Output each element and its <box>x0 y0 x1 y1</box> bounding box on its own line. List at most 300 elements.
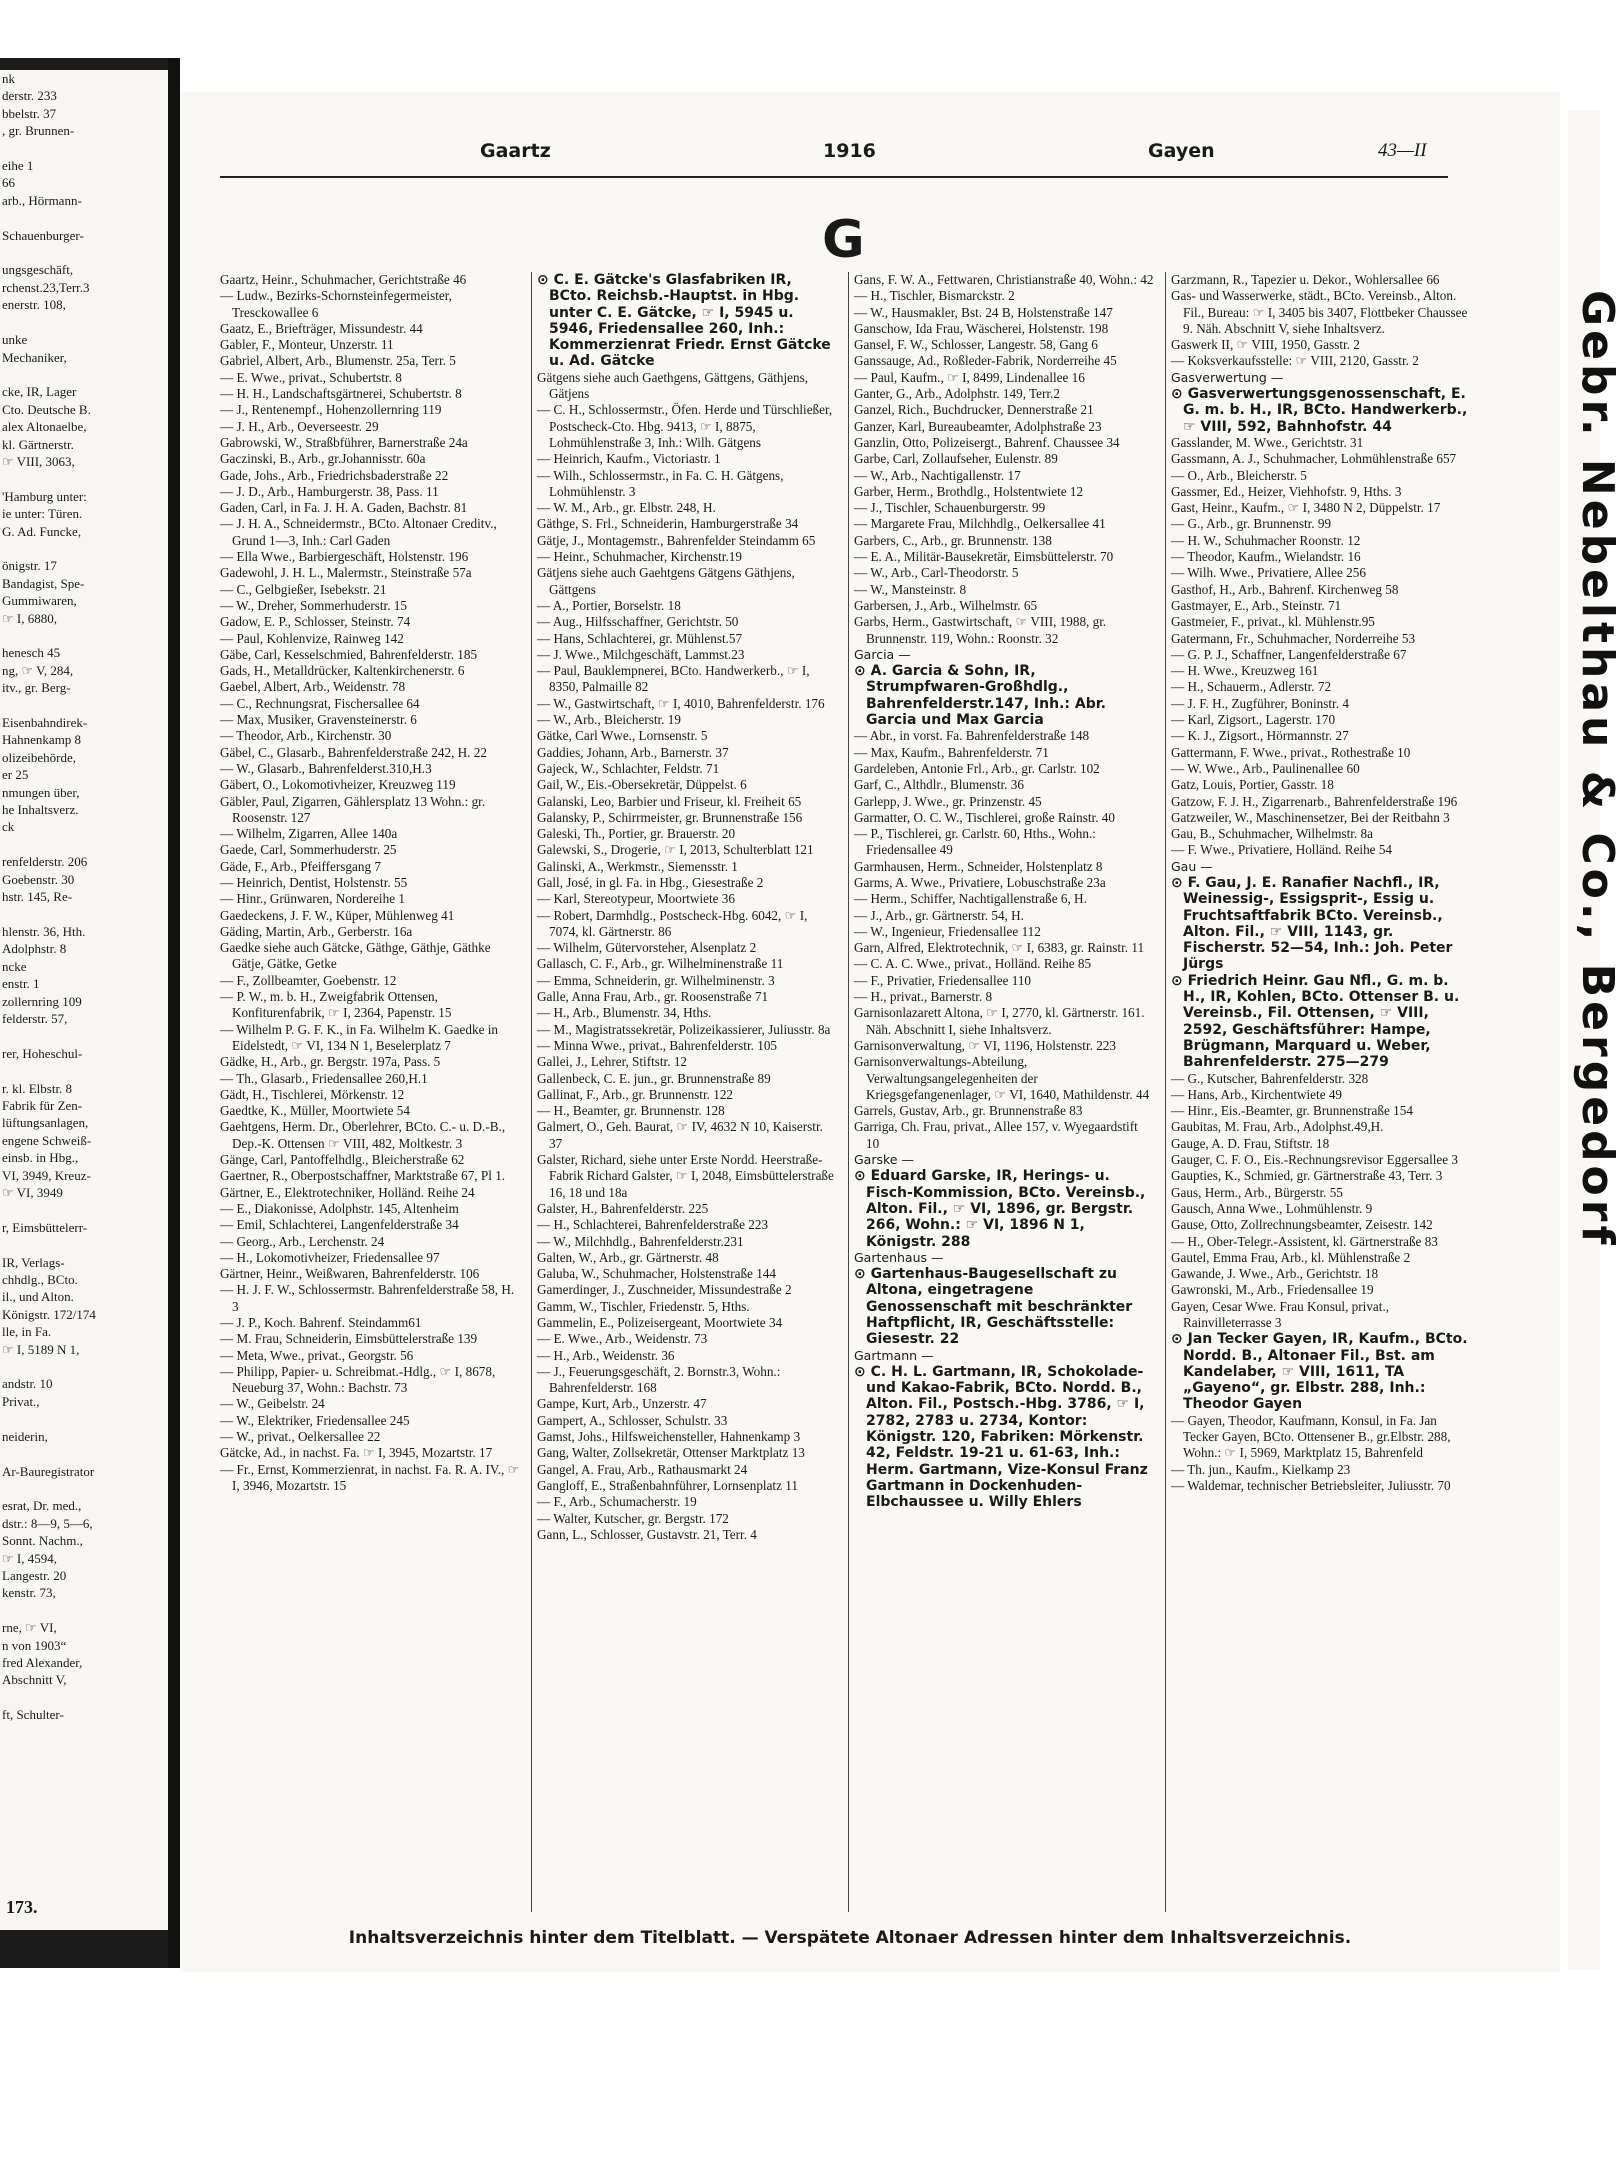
directory-entry: — H., Schlachterei, Bahrenfelderstraße 223 <box>537 1217 769 1233</box>
directory-entry: — Paul, Kohlenvize, Rainweg 142 <box>220 630 404 646</box>
firm-group-heading: Gau — <box>1171 858 1213 874</box>
facing-page-line: dstr.: 8—9, 5—6, <box>2 1515 93 1531</box>
directory-entry: — J., Rentenempf., Hohenzollernring 119 <box>220 402 442 418</box>
firm-advertisement-entry: ⊙ C. E. Gätcke's Glasfabriken IR, BCto. Reichsb.-Hauptst. in Hbg. unter C. E. Gätcke, ☞ I, 5945 u. 5946, Friedensallee 260, Inh.: Kommerzienrat Friedr. Ernst Gätcke u. Ad. Gätcke <box>537 272 831 370</box>
facing-page-line: Goebenstr. 30 <box>2 871 75 887</box>
directory-entry: Gans, F. W. A., Fettwaren, Christianstraße 40, Wohn.: 42 <box>854 272 1154 287</box>
header-last-name: Gayen <box>1148 140 1215 162</box>
directory-entry: — J. P., Koch. Bahrenf. Steindamm61 <box>220 1315 422 1330</box>
facing-page-line: zollernring 109 <box>2 993 82 1009</box>
directory-entry: Gastmayer, E., Arb., Steinstr. 71 <box>1171 597 1342 613</box>
facing-page-line <box>0 366 168 383</box>
directory-entry: Garf, C., Althdlr., Blumenstr. 36 <box>854 777 1024 793</box>
directory-entry: — Aug., Hilfsschaffner, Gerichtstr. 50 <box>537 614 739 630</box>
directory-entry: Gabler, F., Monteur, Unzerstr. 11 <box>220 337 394 353</box>
directory-entry: — W., Geibelstr. 24 <box>220 1396 325 1412</box>
directory-entry: Gamm, W., Tischler, Friedenstr. 5, Hths. <box>537 1298 750 1314</box>
facing-page-line: Cto. Deutsche B. <box>2 401 91 417</box>
directory-entry: Garnisonlazarett Altona, ☞ I, 2770, kl. Gärtnerstr. 161. Näh. Abschnitt I, siehe Inhaltsverz. <box>854 1005 1145 1037</box>
directory-entry: Gamerdinger, J., Zuschneider, Missundestraße 2 <box>537 1282 792 1298</box>
directory-entry: — Heinr., Schuhmacher, Kirchenstr.19 <box>537 549 742 565</box>
firm-advertisement-entry: ⊙ Gasverwertungsgenossenschaft, E. G. m. b. H., IR, BCto. Handwerkerb., ☞ VIII, 592, Bahnhofstr. 44 <box>1171 386 1468 435</box>
directory-entry: Garn, Alfred, Elektrotechnik, ☞ I, 6383, gr. Rainstr. 11 <box>854 940 1145 956</box>
directory-entry: Gädt, H., Tischlerei, Mörkenstr. 12 <box>220 1086 405 1102</box>
directory-entry: Gärtner, E., Elektrotechniker, Holländ. Reihe 24 <box>220 1184 475 1200</box>
facing-page-line: olizeibehörde, <box>2 749 76 765</box>
firm-group-heading: Gartmann — <box>854 1347 934 1363</box>
facing-page-line: hlenstr. 36, Hth. <box>2 923 86 939</box>
directory-entry: — Walter, Kutscher, gr. Bergstr. 172 <box>537 1510 729 1526</box>
directory-entry: — C., Gelbgießer, Isebekstr. 21 <box>220 581 387 597</box>
directory-entry: Garbe, Carl, Zollaufseher, Eulenstr. 89 <box>854 451 1058 467</box>
directory-entry: — J., Feuerungsgeschäft, 2. Bornstr.3, Wohn.: Bahrenfelderstr. 168 <box>537 1363 781 1396</box>
facing-page-line: nk <box>2 71 15 86</box>
directory-entry: — W., Arb., Nachtigallenstr. 17 <box>854 467 1021 483</box>
firm-advertisement-entry: ⊙ A. Garcia & Sohn, IR, Strumpfwaren-Großhdlg., Bahrenfelderstr.147, Inh.: Abr. Garcia und Max Garcia <box>854 663 1106 729</box>
facing-page-line: ie unter: Türen. <box>2 506 83 522</box>
top-margin <box>0 0 1600 58</box>
directory-entry: — J. Wwe., Milchgeschäft, Lammst.23 <box>537 646 745 662</box>
directory-entry: Gast, Heinr., Kaufm., ☞ I, 3480 N 2, Düppelstr. 17 <box>1171 500 1441 516</box>
directory-entry: Garbers, C., Arb., gr. Brunnenstr. 138 <box>854 532 1052 548</box>
directory-entry: Gaatz, E., Briefträger, Missundestr. 44 <box>220 320 423 336</box>
right-edge-advertisement <box>1568 110 1623 1970</box>
facing-page-line <box>0 314 168 331</box>
facing-page-line: neiderin, <box>2 1428 48 1444</box>
directory-entry: Galle, Anna Frau, Arb., gr. Roosenstraße 71 <box>537 989 769 1005</box>
directory-entry: — J. D., Arb., Hamburgerstr. 38, Pass. 11 <box>220 483 439 499</box>
facing-page-line: arb., Hörmann- <box>2 192 82 208</box>
directory-entry: Gaden, Carl, in Fa. J. H. A. Gaden, Bachstr. 81 <box>220 500 468 516</box>
directory-entry: — W., Elektriker, Friedensallee 245 <box>220 1412 410 1428</box>
directory-entry: Gaartz, Heinr., Schuhmacher, Gerichtstraße 46 <box>220 272 467 287</box>
firm-advertisement-entry: ⊙ Eduard Garske, IR, Herings- u. Fisch-Kommission, BCto. Vereinsb., Alton. Fil., ☞ VI, 1896, gr. Bergstr. 266, Wohn.: ☞ VI, 1896 N 1, Königstr. 288 <box>854 1168 1146 1250</box>
directory-entry: — Fr., Ernst, Kommerzienrat, in nachst. Fa. R. A. IV., ☞ I, 3946, Mozartstr. 15 <box>220 1461 520 1493</box>
directory-entry: Gätje, J., Montagemstr., Bahrenfelder Steindamm 65 <box>537 532 816 548</box>
directory-entry: — Karl, Stereotypeur, Moortwiete 36 <box>537 891 735 907</box>
facing-page-line: Schauenburger- <box>2 227 84 243</box>
directory-entry: — M., Magistratssekretär, Polizeikassierer, Juliusstr. 8a <box>537 1021 831 1037</box>
facing-page-line <box>0 209 168 226</box>
facing-page-line: nmungen über, <box>2 784 80 800</box>
directory-entry: Gaus, Herm., Arb., Bürgerstr. 55 <box>1171 1184 1343 1200</box>
facing-page-line <box>0 244 168 261</box>
directory-entry: — Ella Wwe., Barbiergeschäft, Holstenstr. 196 <box>220 549 469 565</box>
header-year: 1916 <box>823 140 876 162</box>
firm-group-heading: Garske — <box>854 1152 914 1168</box>
facing-page-line: Bandagist, Spe- <box>2 575 85 591</box>
facing-page-line: henesch 45 <box>2 645 61 661</box>
facing-page-line: , gr. Brunnen- <box>2 123 75 139</box>
directory-entry: Gail, W., Eis.-Obersekretär, Düppelst. 6 <box>537 777 747 793</box>
directory-entry: — J., Arb., gr. Gärtnerstr. 54, H. <box>854 907 1024 923</box>
directory-entry: Ganzer, Karl, Bureaubeamter, Adolphstraße 23 <box>854 418 1102 434</box>
directory-entry: — Max, Kaufm., Bahrenfelderstr. 71 <box>854 744 1049 760</box>
facing-page-line: ☞ I, 6880, <box>2 610 57 626</box>
facing-page-line: Langestr. 20 <box>2 1567 67 1583</box>
running-header <box>218 140 1448 176</box>
directory-entry: — J. H. A., Schneidermstr., BCto. Altonaer Creditv., Grund 1—3, Inh.: Carl Gaden <box>220 516 497 548</box>
directory-entry: Gajeck, W., Schlachter, Feldstr. 71 <box>537 760 720 776</box>
directory-entry: — P., Tischlerei, gr. Carlstr. 60, Hths., Wohn.: Friedensallee 49 <box>854 826 1096 858</box>
directory-entry: — Hinr., Eis.-Beamter, gr. Brunnenstraße 154 <box>1171 1103 1413 1119</box>
firm-advertisement-entry: ⊙ F. Gau, J. E. Ranafier Nachfl., IR, Weinessig-, Essigsprit-, Essig u. Fruchtsaftfabrik BCto. Vereinsb., Alton. Fil., ☞ VIII, 1143, gr. Fischerstr. 52—54, Inh.: Joh. Peter Jürgs <box>1171 874 1453 973</box>
directory-entry: — H., Arb., Weidenstr. 36 <box>537 1347 675 1363</box>
directory-entry: Gäde, F., Arb., Pfeiffersgang 7 <box>220 858 381 874</box>
column-divider <box>848 272 849 1912</box>
facing-page-line <box>0 1602 168 1619</box>
facing-page-line: Eisenbahndirek- <box>2 715 88 731</box>
facing-page-line <box>0 1201 168 1218</box>
firm-group-heading: Gartenhaus — <box>854 1249 944 1265</box>
directory-entry: Gäbler, Paul, Zigarren, Gählersplatz 13 Wohn.: gr. Roosenstr. 127 <box>220 793 486 825</box>
directory-entry: — Paul, Kaufm., ☞ I, 8499, Lindenallee 16 <box>854 369 1085 385</box>
directory-entry: — W. M., Arb., gr. Elbstr. 248, H. <box>537 500 716 516</box>
directory-entry: Gangel, A. Frau, Arb., Rathausmarkt 24 <box>537 1461 748 1477</box>
directory-entry: Ganssauge, Ad., Roßleder-Fabrik, Norderreihe 45 <box>854 353 1117 369</box>
facing-page-line: derstr. 233 <box>2 88 57 104</box>
directory-entry: Galuba, W., Schuhmacher, Holstenstraße 144 <box>537 1266 776 1282</box>
directory-entry: — Koksverkaufsstelle: ☞ VIII, 2120, Gasstr. 2 <box>1171 353 1419 369</box>
directory-entry: — G., Arb., gr. Brunnenstr. 99 <box>1171 516 1332 532</box>
directory-entry: — C. H., Schlossermstr., Öfen. Herde und Türschließer, Postscheck-Cto. Hbg. 9413, ☞ I, 8875, Lohmühlenstraße 3, Inh.: Wilh. Gätgens <box>537 402 833 450</box>
facing-page-fragment <box>0 70 168 1930</box>
directory-entry: — Heinrich, Dentist, Holstenstr. 55 <box>220 874 408 890</box>
facing-page-line <box>0 697 168 714</box>
directory-entry: Galmert, O., Geh. Baurat, ☞ IV, 4632 N 10, Kaiserstr. 37 <box>537 1119 823 1151</box>
section-letter: G <box>822 210 865 270</box>
facing-page-line: ☞ I, 4594, <box>2 1550 57 1566</box>
directory-entry: — Emil, Schlachterei, Langenfelderstraße 34 <box>220 1217 459 1233</box>
directory-entry: Garbs, Herm., Gastwirtschaft, ☞ VIII, 1988, gr. Brunnenstr. 119, Wohn.: Roonstr. 32 <box>854 614 1107 646</box>
facing-page-line: enerstr. 108, <box>2 297 66 313</box>
directory-entry: Gampert, A., Schlosser, Schulstr. 33 <box>537 1412 728 1428</box>
column-4 <box>1171 272 1471 1494</box>
directory-entry: Gallenbeck, C. E. jun., gr. Brunnenstraße 89 <box>537 1070 771 1086</box>
directory-entry: — W., Arb., Bleicherstr. 19 <box>537 712 681 728</box>
directory-entry: — Gayen, Theodor, Kaufmann, Konsul, in Fa. Jan Tecker Gayen, BCto. Ottensener B., gr.Elbstr. 288, Wohn.: ☞ I, 5969, Marktplatz 15, Bahrenfeld <box>1171 1412 1451 1461</box>
directory-entry: Galten, W., Arb., gr. Gärtnerstr. 48 <box>537 1249 719 1265</box>
firm-advertisement-entry: ⊙ Jan Tecker Gayen, IR, Kaufm., BCto. Nordd. B., Altonaer Fil., Bst. am Kandelaber, ☞ VIII, 1611, TA „Gayeno“, gr. Elbstr. 288, Inh.: Theodor Gayen <box>1171 1331 1468 1413</box>
directory-entry: — F., Zollbeamter, Goebenstr. 12 <box>220 972 397 988</box>
directory-entry: Gatzweiler, W., Maschinensetzer, Bei der Reitbahn 3 <box>1171 809 1450 825</box>
directory-entry: Gasthof, H., Arb., Bahrenf. Kirchenweg 58 <box>1171 581 1399 597</box>
directory-entry: Garnisonverwaltungs-Abteilung, Verwaltungsangelegenheiten der Kriegsgefangenenlager, ☞ VI, 1640, Mathildenstr. 44 <box>854 1054 1150 1102</box>
directory-entry: Gasslander, M. Wwe., Gerichtstr. 31 <box>1171 434 1364 450</box>
directory-entry: — M. Frau, Schneiderin, Eimsbüttelerstraße 139 <box>220 1331 478 1347</box>
facing-page-line: itv., gr. Berg- <box>2 680 71 696</box>
directory-entry: Garlepp, J. Wwe., gr. Prinzenstr. 45 <box>854 793 1042 809</box>
directory-entry: — Karl, Zigsort., Lagerstr. 170 <box>1171 712 1336 728</box>
directory-entry: Gads, H., Metalldrücker, Kaltenkirchenerstr. 6 <box>220 663 465 679</box>
facing-page-line: ungsgeschäft, <box>2 262 74 278</box>
directory-entry: Gaczinski, B., Arb., gr.Johannisstr. 60a <box>220 451 426 467</box>
directory-entry: Gaedke siehe auch Gätcke, Gäthge, Gäthje, Gäthke Gätje, Gätke, Getke <box>220 940 491 972</box>
facing-page-line: Hahnenkamp 8 <box>2 732 82 748</box>
directory-entry: — Abr., in vorst. Fa. Bahrenfelderstraße 148 <box>854 728 1090 744</box>
facing-page-line: fred Alexander, <box>2 1654 83 1670</box>
firm-advertisement-entry: ⊙ Friedrich Heinr. Gau Nfl., G. m. b. H., IR, Kohlen, BCto. Ottenser B. u. Vereinsb., Fil. Ottensen, ☞ VIII, 2592, Geschäftsführer: Hampe, Brügmann, Marquard u. Weber, Bahrenfelderstr. 275—279 <box>1171 972 1460 1071</box>
facing-page-line <box>0 627 168 644</box>
directory-entry: Gabrowski, W., Straßbführer, Barnerstraße 24a <box>220 434 468 450</box>
directory-entry: Gattermann, F. Wwe., privat., Rothestraße 10 <box>1171 744 1411 760</box>
directory-entry: — Waldemar, technischer Betriebsleiter, Juliusstr. 70 <box>1171 1477 1451 1493</box>
directory-entry: Gaehtgens, Herm. Dr., Oberlehrer, BCto. C.- u. D.-B., Dep.-K. Ottensen ☞ VIII, 482, Moltkestr. 3 <box>220 1119 506 1151</box>
directory-entry: Gaupties, K., Schmied, gr. Gärtnerstraße 43, Terr. 3 <box>1171 1168 1443 1184</box>
directory-entry: Gadewohl, J. H. L., Malermstr., Steinstraße 57a <box>220 565 472 581</box>
directory-entry: — Wilhelm, Zigarren, Allee 140a <box>220 826 398 842</box>
directory-entry: — Georg., Arb., Lerchenstr. 24 <box>220 1233 385 1249</box>
directory-entry: Gansel, F. W., Schlosser, Langestr. 58, Gang 6 <box>854 337 1098 353</box>
directory-entry: Gade, Johs., Arb., Friedrichsbaderstraße 22 <box>220 467 449 483</box>
header-page-number: 43—II <box>1378 140 1427 161</box>
directory-entry: — E., Diakonisse, Adolphstr. 145, Altenheim <box>220 1200 459 1216</box>
header-first-name: Gaartz <box>480 140 551 162</box>
facing-page-line <box>0 1027 168 1044</box>
directory-entry: Gassmann, A. J., Schuhmacher, Lohmühlenstraße 657 <box>1171 451 1457 467</box>
directory-entry: Galster, H., Bahrenfelderstr. 225 <box>537 1200 709 1216</box>
facing-page-line: ☞ I, 5189 N 1, <box>2 1341 80 1357</box>
directory-entry: Gassmer, Ed., Heizer, Viehhofstr. 9, Hths. 3 <box>1171 483 1402 499</box>
directory-entry: — Wilhelm, Gütervorsteher, Alsenplatz 2 <box>537 940 757 956</box>
directory-entry: Gastmeier, F., privat., kl. Mühlenstr.95 <box>1171 614 1375 630</box>
facing-page-line: 'Hamburg unter: <box>2 488 87 504</box>
firm-group-heading: Gasverwertung — <box>1171 369 1284 385</box>
directory-entry: — H. J. F. W., Schlossermstr. Bahrenfelderstraße 58, H. 3 <box>220 1282 515 1314</box>
directory-entry: Gädke, H., Arb., gr. Bergstr. 197a, Pass. 5 <box>220 1054 441 1070</box>
directory-entry: — Hinr., Grünwaren, Nordereihe 1 <box>220 891 405 907</box>
directory-entry: Gätjens siehe auch Gaehtgens Gätgens Gäthjens, Gättgens <box>537 565 795 597</box>
directory-entry: Galinski, A., Werkmstr., Siemensstr. 1 <box>537 858 738 874</box>
facing-page-line <box>0 1236 168 1253</box>
directory-entry: — Theodor, Kaufm., Wielandstr. 16 <box>1171 549 1361 565</box>
column-1 <box>220 272 520 1494</box>
directory-entry: Gangloff, E., Straßenbahnführer, Lornsenplatz 11 <box>537 1477 798 1493</box>
facing-page-line: er 25 <box>2 767 29 783</box>
directory-entry: — Wilh. Wwe., Privatiere, Allee 256 <box>1171 565 1366 581</box>
column-divider <box>1165 272 1166 1912</box>
directory-entry: Gätgens siehe auch Gaethgens, Gättgens, Gäthjens, Gätjens <box>537 369 808 402</box>
directory-entry: Gaswerk II, ☞ VIII, 1950, Gasstr. 2 <box>1171 337 1360 353</box>
directory-entry: — H. W., Schuhmacher Roonstr. 12 <box>1171 532 1361 548</box>
directory-entry: Gampe, Kurt, Arb., Unzerstr. 47 <box>537 1396 707 1412</box>
directory-entry: Garbersen, J., Arb., Wilhelmstr. 65 <box>854 597 1038 613</box>
directory-entry: — G. P. J., Schaffner, Langenfelderstraße 67 <box>1171 646 1407 662</box>
directory-entry: Gang, Walter, Zollsekretär, Ottenser Marktplatz 13 <box>537 1445 805 1461</box>
directory-entry: Gausch, Anna Wwe., Lohmühlenstr. 9 <box>1171 1200 1373 1216</box>
directory-entry: Gardeleben, Antonie Frl., Arb., gr. Carlstr. 102 <box>854 760 1100 776</box>
facing-page-line <box>0 836 168 853</box>
directory-entry: Garms, A. Wwe., Privatiere, Lobuschstraße 23a <box>854 874 1106 890</box>
directory-entry: — E. Wwe., privat., Schubertstr. 8 <box>220 369 402 385</box>
facing-page-line <box>0 1480 168 1497</box>
directory-entry: Ganzlin, Otto, Polizeisergt., Bahrenf. Chaussee 34 <box>854 434 1120 450</box>
directory-entry: Gaddies, Johann, Arb., Barnerstr. 37 <box>537 744 729 760</box>
firm-advertisement-entry: ⊙ C. H. L. Gartmann, IR, Schokolade- und Kakao-Fabrik, BCto. Nordd. B., Alton. Fil., Postsch.-Hbg. 3786, ☞ I, 2782, 2783 u. 2734, Kontor: Königstr. 120, Fabriken: Mörkenstr. 42, Feldstr. 19-21 u. 61-63, Inh.: Herm. Gartmann, Vize-Konsul Franz Gartmann in Dockenhuden-Elbchaussee u. Willy Ehlers <box>854 1363 1148 1511</box>
directory-entry: — E. A., Militär-Bausekretär, Eimsbüttelerstr. 70 <box>854 549 1114 565</box>
facing-page-line <box>0 540 168 557</box>
gutter <box>168 58 180 1968</box>
directory-entry: — J. H., Arb., Oeverseestr. 29 <box>220 418 379 434</box>
directory-entry: Gas- und Wasserwerke, städt., BCto. Vereinsb., Alton. Fil., Bureau: ☞ I, 3405 bis 3407, Flottbeker Chaussee 9. Näh. Abschnitt V, siehe Inhaltsverz. <box>1171 288 1468 336</box>
directory-entry: — Theodor, Arb., Kirchenstr. 30 <box>220 728 392 744</box>
directory-entry: — J., Tischler, Schauenburgerstr. 99 <box>854 500 1046 516</box>
directory-entry: Ganzel, Rich., Buchdrucker, Dennerstraße 21 <box>854 402 1094 418</box>
directory-entry: Galanski, Leo, Barbier und Friseur, kl. Freiheit 65 <box>537 793 802 809</box>
facing-page-line <box>0 1410 168 1427</box>
directory-entry: Gauger, C. F. O., Eis.-Rechnungsrevisor Eggersallee 3 <box>1171 1152 1459 1168</box>
directory-entry: — P. W., m. b. H., Zweigfabrik Ottensen, Konfiturenfabrik, ☞ I, 2364, Papenstr. 15 <box>220 989 452 1021</box>
directory-entry: Ganter, G., Arb., Adolphstr. 149, Terr.2 <box>854 386 1060 402</box>
facing-page-line: cke, IR, Lager <box>2 384 77 400</box>
directory-entry: Galeski, Th., Portier, gr. Brauerstr. 20 <box>537 826 736 842</box>
directory-entry: Gäbel, C., Glasarb., Bahrenfelderstraße 242, H. 22 <box>220 744 487 760</box>
directory-entry: Gadow, E. P., Schlosser, Steinstr. 74 <box>220 614 411 630</box>
directory-entry: Gamst, Johs., Hilfsweichensteller, Hahnenkamp 3 <box>537 1429 801 1445</box>
directory-entry: Garmatter, O. C. W., Tischlerei, große Rainstr. 40 <box>854 809 1115 825</box>
directory-entry: Galansky, P., Schirrmeister, gr. Brunnenstraße 156 <box>537 809 803 825</box>
directory-entry: Gaedeckens, J. F. W., Küper, Mühlenweg 41 <box>220 907 455 923</box>
facing-page-line: Gummiwaren, <box>2 593 77 609</box>
facing-page-line: kenstr. 73, <box>2 1585 56 1601</box>
facing-page-line <box>0 1358 168 1375</box>
facing-page-line: felderstr. 57, <box>2 1010 68 1026</box>
directory-entry: — C., Rechnungsrat, Fischersallee 64 <box>220 695 420 711</box>
directory-entry: — F., Privatier, Friedensallee 110 <box>854 972 1032 988</box>
directory-entry: — W., Hausmakler, Bst. 24 B, Holstenstraße 147 <box>854 304 1113 320</box>
directory-entry: Ganschow, Ida Frau, Wäscherei, Holstenstr. 198 <box>854 320 1109 336</box>
directory-entry: — H., Lokomotivheizer, Friedensallee 97 <box>220 1249 440 1265</box>
directory-entry: — H., Beamter, gr. Brunnenstr. 128 <box>537 1103 725 1119</box>
directory-entry: Gäbert, O., Lokomotivheizer, Kreuzweg 119 <box>220 777 456 793</box>
directory-entry: Gall, José, in gl. Fa. in Hbg., Giesestraße 2 <box>537 874 764 890</box>
directory-entry: Galster, Richard, siehe unter Erste Nordd. Heerstraße-Fabrik Richard Galster, ☞ I, 2048, Eimsbüttelerstraße 16, 18 und 18a <box>537 1152 834 1200</box>
facing-page-line: önigstr. 17 <box>2 558 57 574</box>
directory-entry: — K. J., Zigsort., Hörmannstr. 27 <box>1171 728 1349 744</box>
facing-page-line: il., und Alton. <box>2 1289 74 1305</box>
directory-entry: — F., Arb., Schumacherstr. 19 <box>537 1494 697 1510</box>
directory-entry: Gabriel, Albert, Arb., Blumenstr. 25a, Terr. 5 <box>220 353 456 369</box>
directory-entry: — G., Kutscher, Bahrenfelderstr. 328 <box>1171 1070 1369 1086</box>
facing-page-line: G. Ad. Funcke, <box>2 523 82 539</box>
facing-page-line: Fabrik für Zen- <box>2 1097 83 1113</box>
directory-entry: — H. Wwe., Kreuzweg 161 <box>1171 663 1319 679</box>
facing-page-line: Mechaniker, <box>2 349 67 365</box>
directory-entry: — Minna Wwe., privat., Bahrenfelderstr. 105 <box>537 1037 778 1053</box>
directory-entry: Gärtner, Heinr., Weißwaren, Bahrenfelderstr. 106 <box>220 1266 480 1282</box>
directory-entry: — W., Arb., Carl-Theodorstr. 5 <box>854 565 1019 581</box>
directory-entry: Gätcke, Ad., in nachst. Fa. ☞ I, 3945, Mozartstr. 17 <box>220 1445 493 1461</box>
facing-page-line <box>0 906 168 923</box>
directory-entry: Gann, L., Schlosser, Gustavstr. 21, Terr. 4 <box>537 1526 757 1542</box>
directory-entry: — H., privat., Barnerstr. 8 <box>854 989 993 1005</box>
facing-page-line: ng, ☞ V, 284, <box>2 662 74 678</box>
directory-entry: Garzmann, R., Tapezier u. Dekor., Wohlersallee 66 <box>1171 272 1440 287</box>
facing-page-line: 66 <box>2 175 15 191</box>
column-divider <box>531 272 532 1912</box>
directory-entry: — H., Arb., Blumenstr. 34, Hths. <box>537 1005 712 1021</box>
firm-advertisement-entry: ⊙ Gartenhaus-Baugesellschaft zu Altona, eingetragene Genossenschaft mit beschränkter Haftpflicht, IR, Geschäftsstelle: Giesestr. 22 <box>854 1266 1133 1348</box>
facing-page-line: n von 1903“ <box>2 1637 67 1653</box>
directory-entry: Gautel, Emma Frau, Arb., kl. Mühlenstraße 2 <box>1171 1249 1411 1265</box>
footer-note: Inhaltsverzeichnis hinter dem Titelblatt. — Verspätete Altonaer Adressen hinter dem Inhaltsverzeichnis. <box>348 1928 1352 1948</box>
facing-page-line: hstr. 145, Re- <box>2 889 73 905</box>
directory-entry: — Th. jun., Kaufm., Kielkamp 23 <box>1171 1461 1351 1477</box>
facing-page-line: ☞ VIII, 3063, <box>2 453 75 469</box>
directory-entry: — W., privat., Oelkersallee 22 <box>220 1429 381 1445</box>
facing-page-line: chhdlg., BCto. <box>2 1272 78 1288</box>
facing-page-line: VI, 3949, Kreuz- <box>2 1167 91 1183</box>
facing-page-line: rne, ☞ VI, <box>2 1620 57 1636</box>
directory-entry: Gaubitas, M. Frau, Arb., Adolphst.49,H. <box>1171 1119 1384 1135</box>
facing-page-line: lüftungsanlagen, <box>2 1115 89 1131</box>
directory-entry: — Paul, Bauklempnerei, BCto. Handwerkerb., ☞ I, 8350, Palmaille 82 <box>537 663 810 695</box>
directory-entry: — W., Milchhdlg., Bahrenfelderstr.231 <box>537 1233 744 1249</box>
directory-entry: — W. Wwe., Arb., Paulinenallee 60 <box>1171 760 1360 776</box>
directory-entry: — Emma, Schneiderin, gr. Wilhelminenstr. 3 <box>537 972 775 988</box>
directory-entry: Gauge, A. D. Frau, Stiftstr. 18 <box>1171 1135 1330 1151</box>
directory-entry: — E. Wwe., Arb., Weidenstr. 73 <box>537 1331 708 1347</box>
column-2 <box>537 272 837 1543</box>
facing-page-line: ft, Schulter- <box>2 1707 64 1723</box>
directory-entry: — W., Gastwirtschaft, ☞ I, 4010, Bahrenfelderstr. 176 <box>537 695 825 711</box>
facing-page-line: Abschnitt V, <box>2 1672 67 1688</box>
directory-entry: Gaebel, Albert, Arb., Weidenstr. 78 <box>220 679 406 695</box>
facing-page-line: lle, in Fa. <box>2 1324 52 1340</box>
directory-entry: — W., Dreher, Sommerhuderstr. 15 <box>220 597 407 613</box>
directory-entry: — Hans, Schlachterei, gr. Mühlenst.57 <box>537 630 743 646</box>
directory-entry: — Hans, Arb., Kirchentwiete 49 <box>1171 1086 1343 1102</box>
facing-page-number: 173. <box>6 1896 38 1917</box>
directory-entry: — Meta, Wwe., privat., Georgstr. 56 <box>220 1347 414 1363</box>
facing-page-line: Privat., <box>2 1393 40 1409</box>
facing-page-line: ck <box>2 819 15 835</box>
directory-entry: — Ludw., Bezirks-Schornsteinfegermeister, Tresckowallee 6 <box>220 288 452 320</box>
directory-entry: — Robert, Darmhdlg., Postscheck-Hbg. 6042, ☞ I, 7074, kl. Gärtnerstr. 86 <box>537 907 808 939</box>
facing-page-line: r. kl. Elbstr. 8 <box>2 1080 73 1096</box>
facing-page-line: Königstr. 172/174 <box>2 1306 96 1322</box>
directory-entry: Gallasch, C. F., Arb., gr. Wilhelminenstraße 11 <box>537 956 784 972</box>
directory-entry: — H. H., Landschaftsgärtnerei, Schubertstr. 8 <box>220 386 462 402</box>
directory-entry: Gau, B., Schuhmacher, Wilhelmstr. 8a <box>1171 826 1373 842</box>
directory-entry: — H., Ober-Telegr.-Assistent, kl. Gärtnerstraße 83 <box>1171 1233 1438 1249</box>
directory-entry: Gallinat, F., Arb., gr. Brunnenstr. 122 <box>537 1086 734 1102</box>
facing-page-line: rchenst.23,Terr.3 <box>2 279 90 295</box>
directory-entry: — J. F. H., Zugführer, Boninstr. 4 <box>1171 695 1349 711</box>
facing-page-line: ☞ VI, 3949 <box>2 1185 63 1200</box>
facing-page-line: engene Schweiß- <box>2 1132 92 1148</box>
directory-entry: Garmhausen, Herm., Schneider, Holstenplatz 8 <box>854 858 1103 874</box>
facing-page-line: ncke <box>2 958 27 974</box>
directory-entry: — W., Mansteinstr. 8 <box>854 581 967 597</box>
facing-page-line: bbelstr. 37 <box>2 105 57 121</box>
directory-entry: — A., Portier, Borselstr. 18 <box>537 597 681 613</box>
directory-entry: Gallei, J., Lehrer, Stiftstr. 12 <box>537 1054 688 1070</box>
facing-page-line: esrat, Dr. med., <box>2 1498 82 1514</box>
directory-entry: — C. A. C. Wwe., privat., Holländ. Reihe 85 <box>854 956 1092 972</box>
column-3 <box>854 272 1154 1511</box>
directory-entry: Gaertner, R., Oberpostschaffner, Marktstraße 67, Pl 1. <box>220 1168 506 1184</box>
directory-entry: — Th., Glasarb., Friedensallee 260,H.1 <box>220 1070 428 1086</box>
directory-entry: Gätke, Carl Wwe., Lornsenstr. 5 <box>537 728 708 744</box>
directory-entry: — H., Tischler, Bismarckstr. 2 <box>854 288 1015 304</box>
facing-page-line: kl. Gärtnerstr. <box>2 436 74 452</box>
facing-page-line: Ar-Bauregistrator <box>2 1463 95 1479</box>
directory-entry: — H., Schauerm., Adlerstr. 72 <box>1171 679 1332 695</box>
facing-page-line: eihe 1 <box>2 158 34 174</box>
firm-group-heading: Garcia — <box>854 646 911 662</box>
directory-entry: Galewski, S., Drogerie, ☞ I, 2013, Schulterblatt 121 <box>537 842 814 858</box>
